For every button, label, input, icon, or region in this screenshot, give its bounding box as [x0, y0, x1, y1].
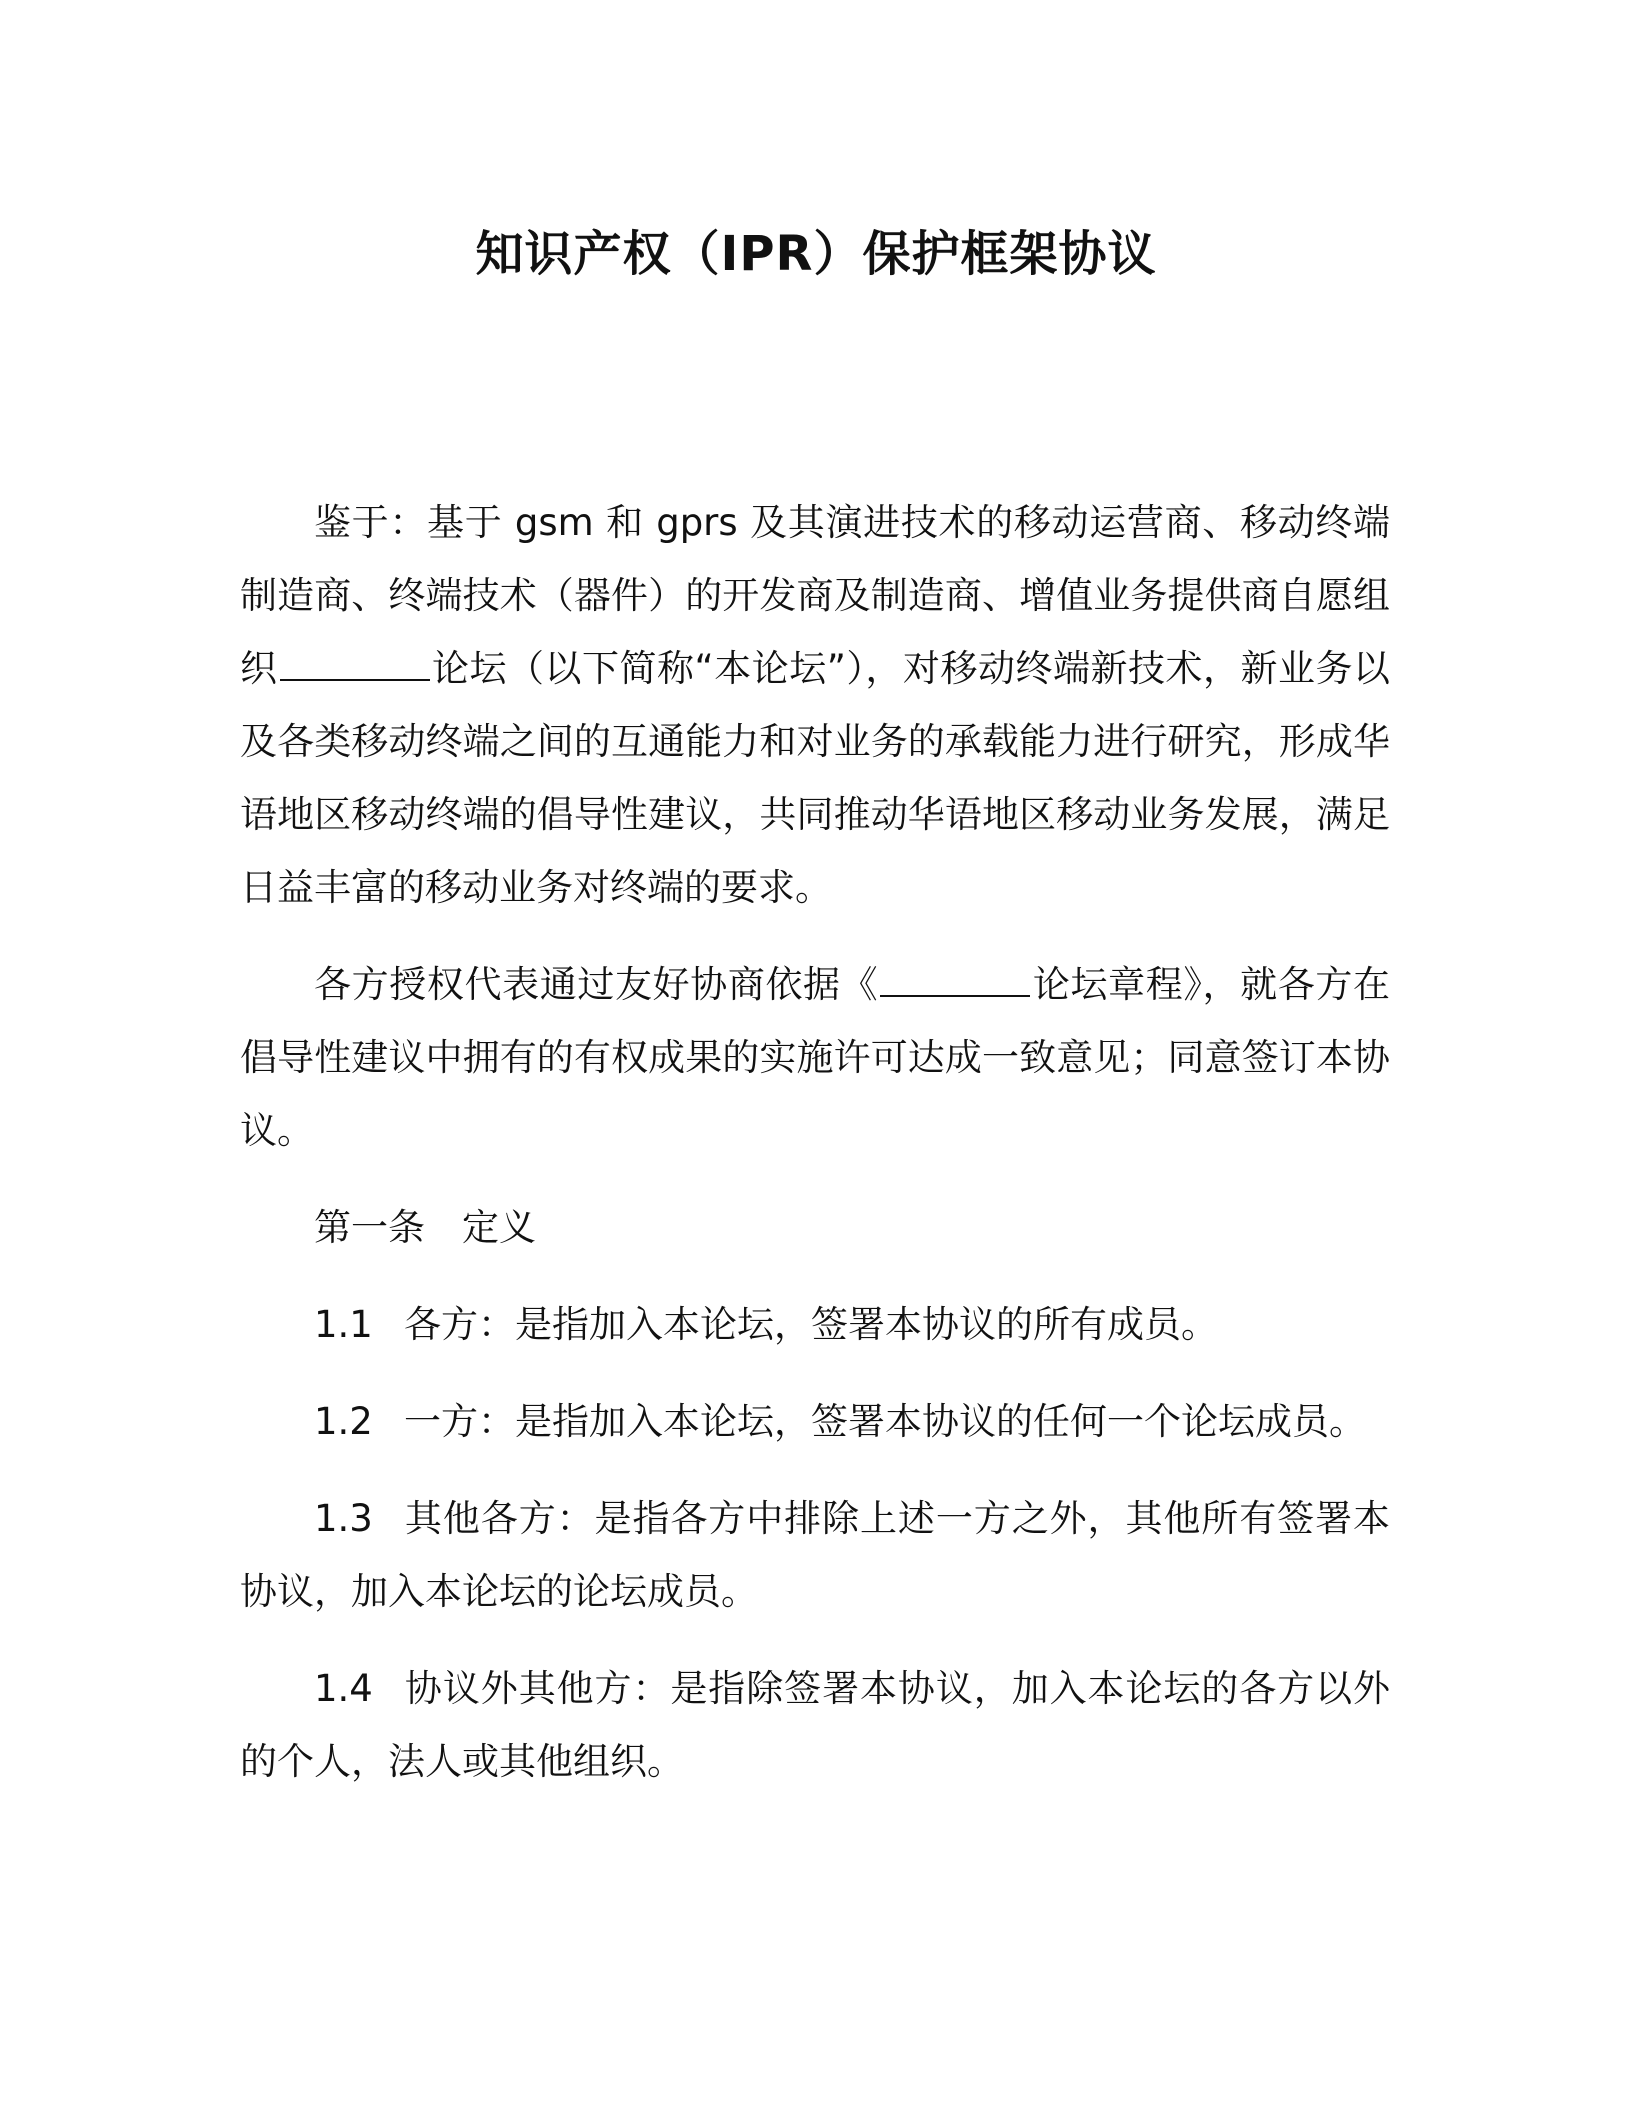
clause-number: 1.3 — [314, 1497, 373, 1540]
clause-text: 协议外其他方：是指除签署本协议，加入本论坛的各方以外的个人，法人或其他组织。 — [240, 1667, 1390, 1783]
clause-1-1 — [240, 1288, 1390, 1361]
preamble-p1-text-after: 论坛（以下简称“本论坛”），对移动终端新技术，新业务以及各类移动终端之间的互通能力和对业务的承载能力进行研究，形成华语地区移动终端的倡导性建议，共同推动华语地区移动业务发展，满足日益丰富的移动业务对终端的要求。 — [240, 647, 1391, 909]
clause-text: 一方：是指加入本论坛，签署本协议的任何一个论坛成员。 — [404, 1400, 1366, 1443]
clause-number: 1.2 — [314, 1400, 373, 1443]
clause-1-2 — [240, 1385, 1390, 1458]
blank-line — [280, 678, 430, 681]
clause-number: 1.1 — [314, 1303, 373, 1346]
document-title: 知识产权（IPR）保护框架协议 — [475, 226, 1157, 282]
article-number: 第一条 — [314, 1206, 425, 1249]
blank-line — [880, 994, 1030, 997]
clause-1-3 — [240, 1482, 1390, 1628]
preamble-p2-text-before: 各方授权代表通过友好协商依据《 — [314, 963, 879, 1006]
article-heading — [240, 1191, 1390, 1264]
document-body — [240, 486, 1390, 1822]
clause-number: 1.4 — [314, 1667, 373, 1710]
clause-text: 其他各方：是指各方中排除上述一方之外，其他所有签署本协议，加入本论坛的论坛成员。 — [240, 1497, 1390, 1613]
clause-text: 各方：是指加入本论坛，签署本协议的所有成员。 — [404, 1303, 1218, 1346]
clause-1-4 — [240, 1652, 1390, 1798]
preamble-p2-text-after: 论坛章程》，就各方在倡导性建议中拥有的有权成果的实施许可达成一致意见；同意签订本协议。 — [240, 963, 1391, 1152]
preamble-p1-text-before: 鉴于：基于 gsm 和 gprs 及其演进技术的移动运营商、移动终端制造商、终端技术（器件）的开发商及制造商、增值业务提供商自愿组织 — [240, 501, 1390, 690]
preamble-paragraph-1 — [240, 486, 1390, 924]
preamble-paragraph-2 — [240, 948, 1390, 1167]
article-title: 定义 — [462, 1206, 536, 1249]
